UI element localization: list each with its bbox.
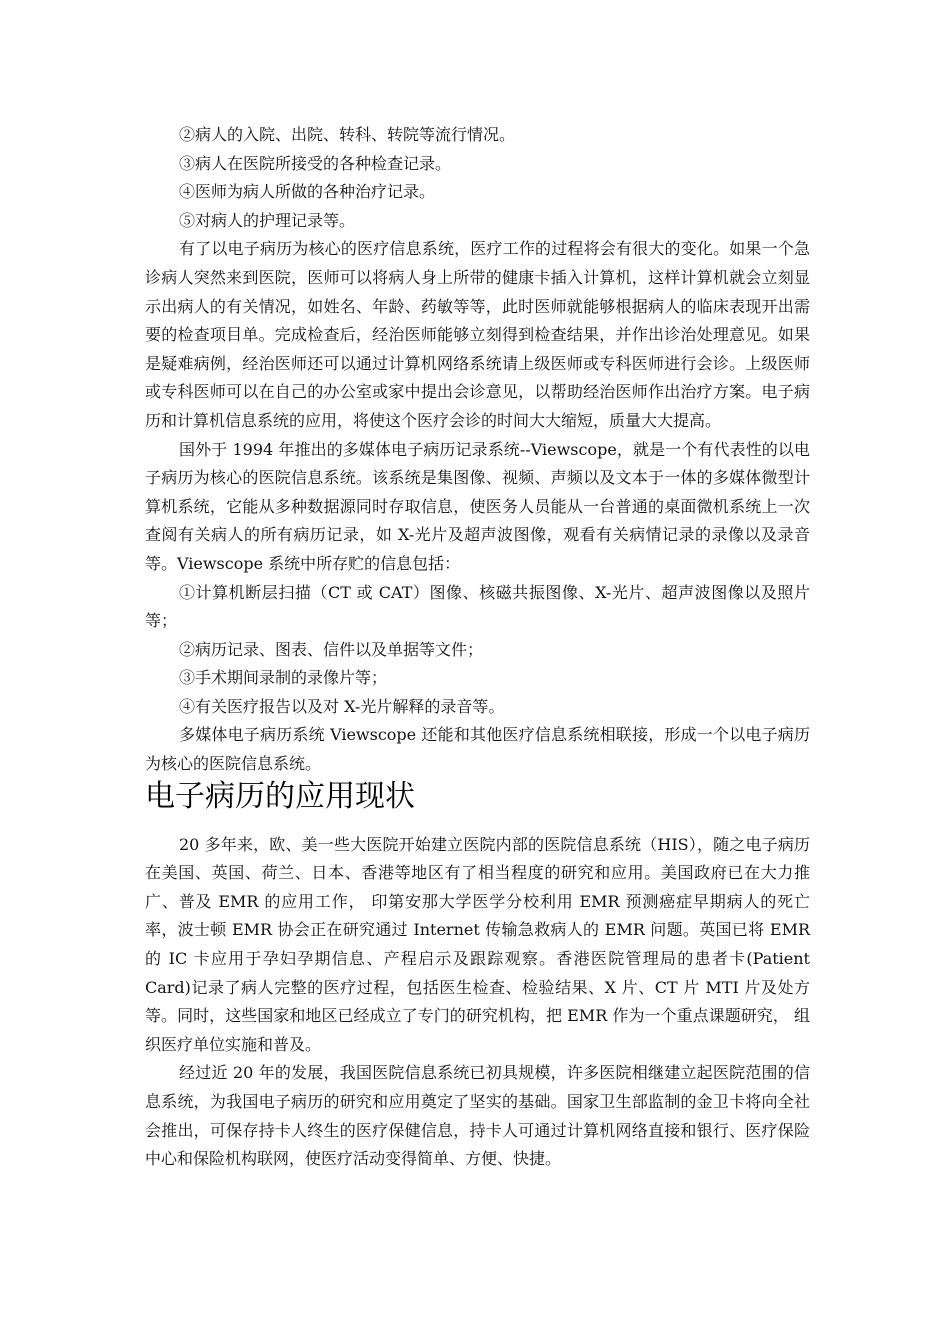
list-item: ④医师为病人所做的各种治疗记录。	[179, 182, 436, 202]
paragraph-domestic-status: 经过近 20 年的发展，我国医院信息系统已初具规模，许多医院相继建立起医院范围的信息系统，为我国电子病历的研究和应用奠定了坚实的基础。国家卫生部监制的金卫卡将向全社会推出，可保存持卡人终生的医疗保健信息，持卡人可通过计算机网络直接和银行、医疗保险中心和保险机构联网，使医疗活动变得简单、方便、快捷。	[145, 1063, 810, 1169]
list-item: ④有关医疗报告以及对 X-光片解释的录音等。	[179, 696, 505, 716]
list-item: ①计算机断层扫描（CT 或 CAT）图像、核磁共振图像、X-光片、超声波图像以及照片等；	[145, 582, 810, 631]
document-page	[145, 121, 810, 1174]
paragraph-international-status: 20 多年来，欧、美一些大医院开始建立医院内部的医院信息系统（HIS），随之电子病历在美国、英国、荷兰、日本、香港等地区有了相当程度的研究和应用。美国政府已在大力推广、普及 EMR 的应用工作， 印第安那大学医学分校利用 EMR 预测癌症早期病人的死亡率，波士顿 EMR 协会正在研究通过 Internet 传输急救病人的 EMR 问题。英国已将 EMR 的 IC 卡应用于孕妇孕期信息、产程启示及跟踪观察。香港医院管理局的患者卡(Patient Card)记录了病人完整的医疗过程，包括医生检查、检验结果、X 片、CT 片 MTI 片及处方等。同时，这些国家和地区已经成立了专门的研究机构，把 EMR 作为一个重点课题研究， 组织医疗单位实施和普及。	[145, 834, 810, 1054]
list-item: ⑤对病人的护理记录等。	[179, 210, 356, 230]
list-item: ②病人的入院、出院、转科、转院等流行情况。	[179, 125, 516, 144]
paragraph-viewscope-integration: 多媒体电子病历系统 Viewscope 还能和其他医疗信息系统相联接，形成一个以电子病历为核心的医院信息系统。	[145, 725, 810, 774]
list-item: ②病历记录、图表、信件以及单据等文件；	[179, 639, 484, 659]
list-item: ③手术期间录制的录像片等；	[179, 668, 388, 688]
list-item: ③病人在医院所接受的各种检查记录。	[179, 153, 452, 173]
section-heading: 电子病历的应用现状	[145, 778, 415, 814]
paragraph-viewscope: 国外于 1994 年推出的多媒体电子病历记录系统--Viewscope，就是一个有代表性的以电子病历为核心的医院信息系统。该系统是集图像、视频、声频以及文本于一体的多媒体微型计算机系统，它能从多种数据源同时存取信息，使医务人员能从一台普通的桌面微机系统上一次查阅有关病人的所有病历记录，如 X-光片及超声波图像，观看有关病情记录的录像以及录音等。Viewscope 系统中所存贮的信息包括：	[145, 439, 810, 573]
paragraph-emr-workflow: 有了以电子病历为核心的医疗信息系统，医疗工作的过程将会有很大的变化。如果一个急诊病人突然来到医院，医师可以将病人身上所带的健康卡插入计算机，这样计算机就会立刻显示出病人的有关情况，如姓名、年龄、药敏等等，此时医师就能够根据病人的临床表现开出需要的检查项目单。完成检查后，经治医师能够立刻得到检查结果，并作出诊治处理意见。如果是疑难病例，经治医师还可以通过计算机网络系统请上级医师或专科医师进行会诊。上级医师或专科医师可以在自己的办公室或家中提出会诊意见，以帮助经治医师作出治疗方案。电子病历和计算机信息系统的应用，将使这个医疗会诊的时间大大缩短，质量大大提高。	[145, 239, 810, 430]
